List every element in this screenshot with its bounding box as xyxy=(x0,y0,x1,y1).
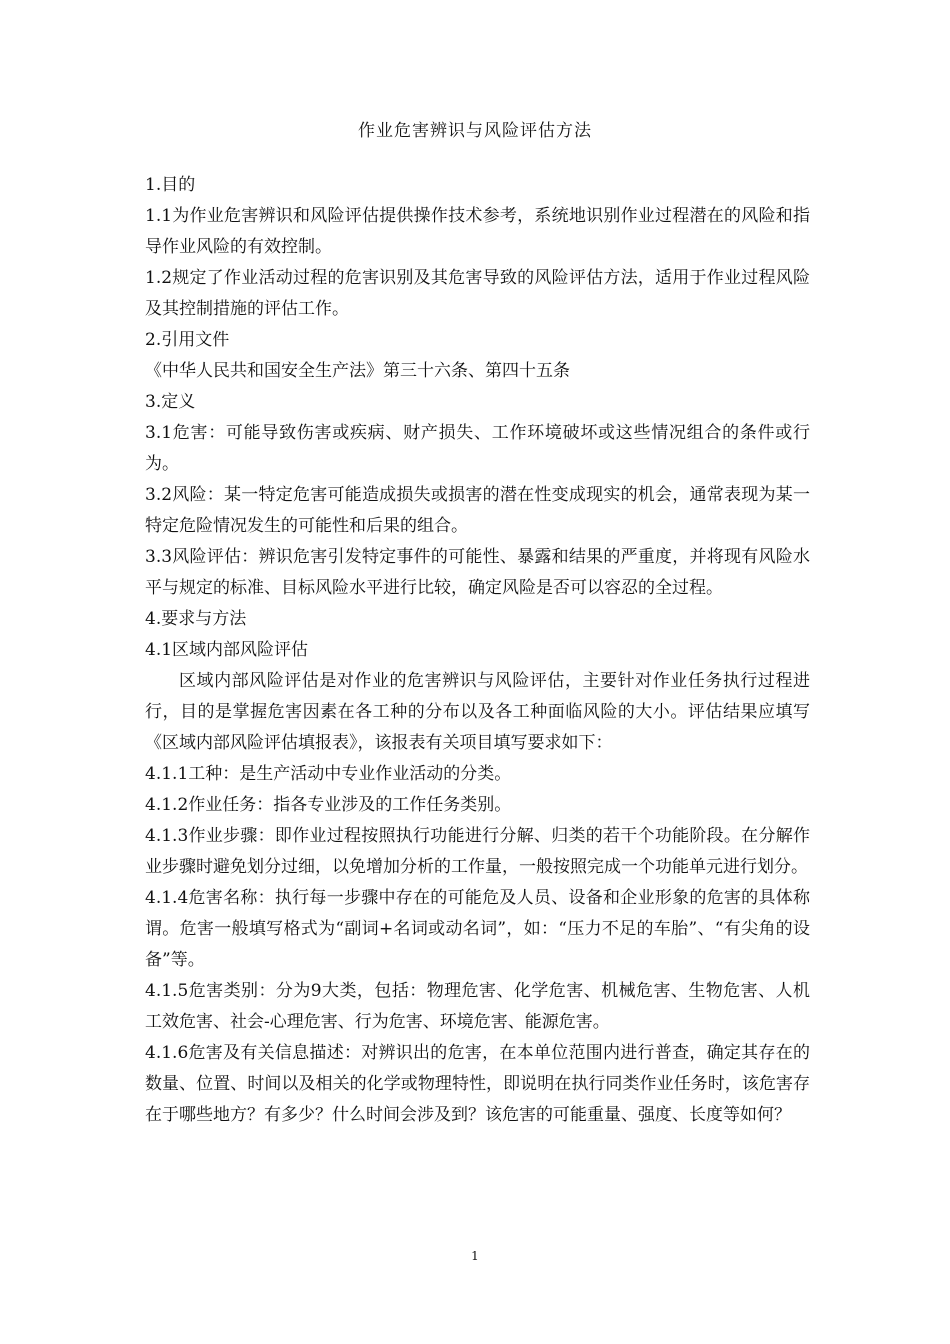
paragraph-4-1-3: 4.1.3作业步骤：即作业过程按照执行功能进行分解、归类的若干个功能阶段。在分解作业步骤时避免划分过细，以免增加分析的工作量，一般按照完成一个功能单元进行划分。 xyxy=(145,826,810,877)
paragraph-4-1-4: 4.1.4危害名称：执行每一步骤中存在的可能危及人员、设备和企业形象的危害的具体称谓。危害一般填写格式为“副词+名词或动名词”，如：“压力不足的车胎”、“有尖角的设备”等。 xyxy=(145,888,810,970)
document-body xyxy=(145,170,810,1131)
paragraph-3-3: 3.3风险评估：辨识危害引发特定事件的可能性、暴露和结果的严重度，并将现有风险水平与规定的标准、目标风险水平进行比较，确定风险是否可以容忍的全过程。 xyxy=(145,547,810,598)
paragraph-3-1: 3.1危害：可能导致伤害或疾病、财产损失、工作环境破坏或这些情况组合的条件或行为。 xyxy=(145,423,810,474)
heading-purpose: 1.目的 xyxy=(145,175,196,195)
paragraph-4-1-intro: 区域内部风险评估是对作业的危害辨识与风险评估，主要针对作业任务执行过程进行，目的是掌握危害因素在各工种的分布以及各工种面临风险的大小。评估结果应填写《区域内部风险评估填报表》，该报表有关项目填写要求如下： xyxy=(145,671,810,753)
paragraph-3-2: 3.2风险：某一特定危害可能造成损失或损害的潜在性变成现实的机会，通常表现为某一特定危险情况发生的可能性和后果的组合。 xyxy=(145,485,810,536)
page-number: 1 xyxy=(471,1249,479,1263)
paragraph-4-1-1: 4.1.1工种：是生产活动中专业作业活动的分类。 xyxy=(145,764,512,784)
paragraph-1-1: 1.1为作业危害辨识和风险评估提供操作技术参考，系统地识别作业过程潜在的风险和指导作业风险的有效控制。 xyxy=(145,206,810,257)
paragraph-4-1-2: 4.1.2作业任务：指各专业涉及的工作任务类别。 xyxy=(145,795,512,815)
document-title: 作业危害辨识与风险评估方法 xyxy=(358,121,592,141)
heading-references: 2.引用文件 xyxy=(145,330,230,350)
paragraph-reference-law: 《中华人民共和国安全生产法》第三十六条、第四十五条 xyxy=(145,361,570,381)
heading-4-1: 4.1区域内部风险评估 xyxy=(145,640,309,660)
heading-requirements: 4.要求与方法 xyxy=(145,609,247,629)
heading-definitions: 3.定义 xyxy=(145,392,196,412)
paragraph-4-1-6: 4.1.6危害及有关信息描述：对辨识出的危害，在本单位范围内进行普查，确定其存在的数量、位置、时间以及相关的化学或物理特性，即说明在执行同类作业任务时，该危害存在于哪些地方？有多少？什么时间会涉及到？该危害的可能重量、强度、长度等如何？ xyxy=(145,1043,810,1125)
paragraph-1-2: 1.2规定了作业活动过程的危害识别及其危害导致的风险评估方法，适用于作业过程风险及其控制措施的评估工作。 xyxy=(145,268,810,319)
paragraph-4-1-5: 4.1.5危害类别：分为9大类，包括：物理危害、化学危害、机械危害、生物危害、人机工效危害、社会-心理危害、行为危害、环境危害、能源危害。 xyxy=(145,981,810,1032)
